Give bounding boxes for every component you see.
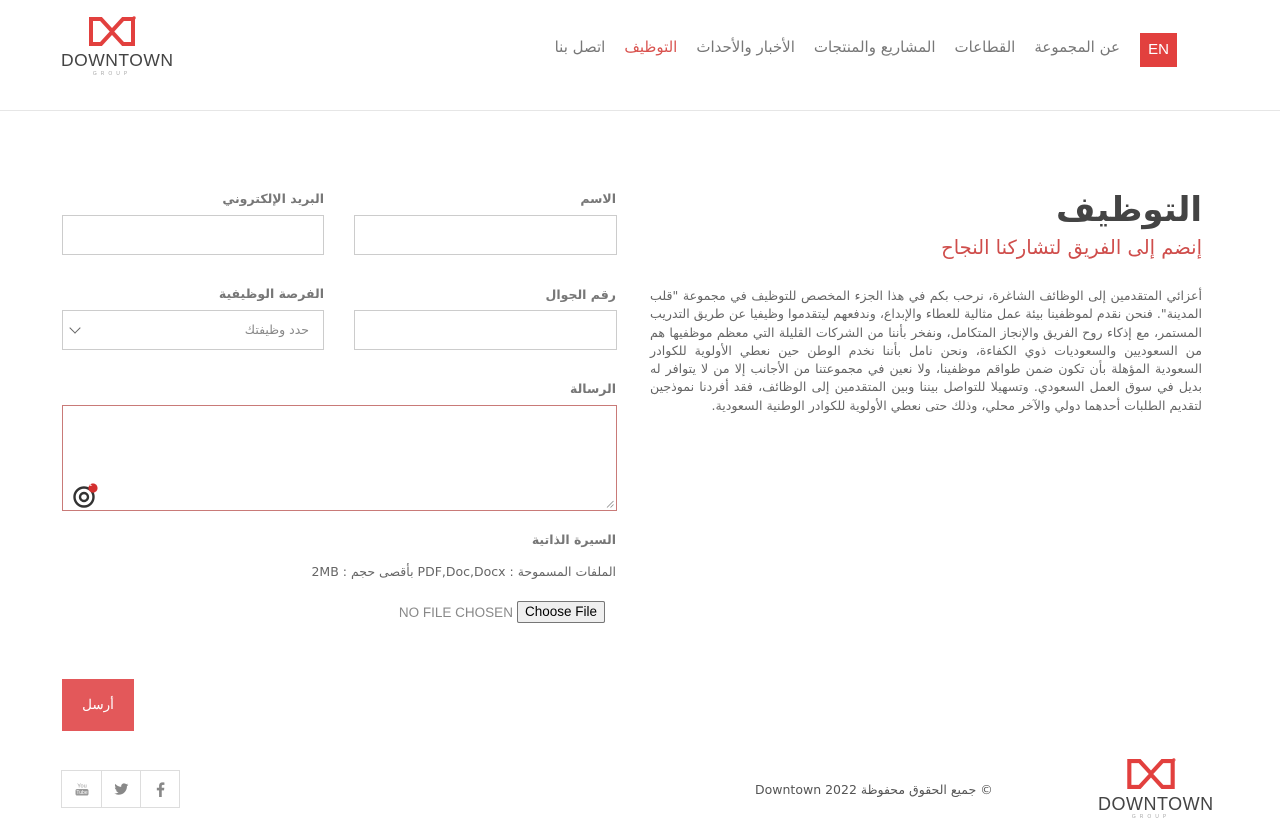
- phone-label: رقم الجوال: [545, 287, 616, 302]
- phone-input[interactable]: [354, 310, 617, 350]
- page-subtitle: إنضم إلى الفريق لتشاركنا النجاح: [941, 236, 1202, 259]
- intro-text: أعزائي المتقدمين إلى الوظائف الشاغرة، نرحب بكم في هذا الجزء المخصص للتوظيف في مجموعة "قلب المدينة". فنحن نقدم لموظفينا بيئة عمل مثالية للعطاء والإبداع، وندفعهم ليتقدموا وظيفيا عن طريق التدريب المستمر، مع إذكاء روح الفريق والإنجاز المتكامل، ونفخر بأننا من الشركات القليلة التي معظم موظفيها هم من السعوديين والسعوديات ذوي الكفاءة، ونحن نامل بأننا نخدم الوطن حين نعطي الأولوية للكوادر السعودية المؤهلة بأن تكون ضمن طواقم موظفينا، ولا نعين في مجموعتنا من الأجانب إلا من لا يتوافر له بديل في سوق العمل السعودي. وتسهيلا للتواصل بيننا وبين المتقدمين إلى الوظائف، فقد أفردنا نموذجين لتقديم الطلبات أحدهما دولي والآخر محلي، وذلك حتى نعطي الأولوية للكوادر الوطنية السعودية.: [650, 288, 1202, 413]
- footer-brand-name: DOWNTOWN: [1098, 794, 1214, 814]
- brand-logo[interactable]: [61, 16, 174, 77]
- twitter-icon[interactable]: [101, 771, 140, 807]
- brand-sub: GROUP: [92, 70, 132, 77]
- choose-file-button[interactable]: Choose File: [517, 601, 605, 623]
- page-title: التوظيف: [1055, 190, 1202, 230]
- copyright-text: © جميع الحقوق محفوظة Downtown 2022: [755, 782, 993, 797]
- job-select-value: حدد وظيفتك: [244, 322, 309, 337]
- grammar-badge-count: 1: [89, 482, 93, 488]
- chevron-down-icon: [69, 322, 80, 333]
- no-file-text: NO FILE CHOSEN: [398, 604, 513, 620]
- svg-text:Tube: Tube: [75, 790, 88, 797]
- svg-text:You: You: [76, 783, 87, 790]
- message-label: الرسالة: [569, 381, 616, 396]
- footer-logo[interactable]: [1098, 758, 1214, 820]
- email-label: البريد الإلكتروني: [222, 191, 324, 206]
- youtube-icon[interactable]: [62, 771, 101, 807]
- email-input[interactable]: [62, 215, 324, 255]
- submit-button[interactable]: أرسل: [62, 679, 134, 731]
- main-nav: [536, 36, 1120, 58]
- name-label: الاسم: [580, 191, 616, 206]
- language-switch-button[interactable]: EN: [1140, 33, 1177, 67]
- cv-file-input: [399, 601, 605, 623]
- job-label: الفرصة الوظيفية: [218, 286, 324, 301]
- message-textarea[interactable]: [62, 405, 617, 511]
- nav-item-contact[interactable]: اتصل بنا: [554, 38, 606, 56]
- nav-item-projects[interactable]: المشاريع والمنتجات: [813, 38, 936, 56]
- nav-item-about[interactable]: عن المجموعة: [1034, 38, 1120, 56]
- social-links: [61, 770, 180, 808]
- footer-brand-sub: GROUP: [1131, 814, 1171, 820]
- cv-label: السيرة الذاتية: [531, 532, 616, 547]
- brand-logo-icon: [1126, 758, 1176, 790]
- nav-item-sectors[interactable]: القطاعات: [954, 38, 1016, 56]
- nav-item-news[interactable]: الأخبار والأحداث: [696, 38, 795, 56]
- careers-intro: [650, 188, 1202, 415]
- grammar-assistant-icon[interactable]: [73, 483, 98, 508]
- allowed-files-note: الملفات المسموحة : PDF,Doc,Docx بأقصى حجم : 2MB: [311, 564, 616, 579]
- brand-logo-icon: [88, 16, 136, 47]
- name-input[interactable]: [354, 215, 617, 255]
- resize-handle-icon[interactable]: [606, 500, 614, 508]
- facebook-icon[interactable]: [140, 771, 179, 807]
- nav-item-careers[interactable]: التوظيف: [624, 38, 678, 56]
- brand-name: DOWNTOWN: [61, 50, 174, 70]
- site-header: [0, 0, 1280, 111]
- job-select[interactable]: [62, 310, 324, 350]
